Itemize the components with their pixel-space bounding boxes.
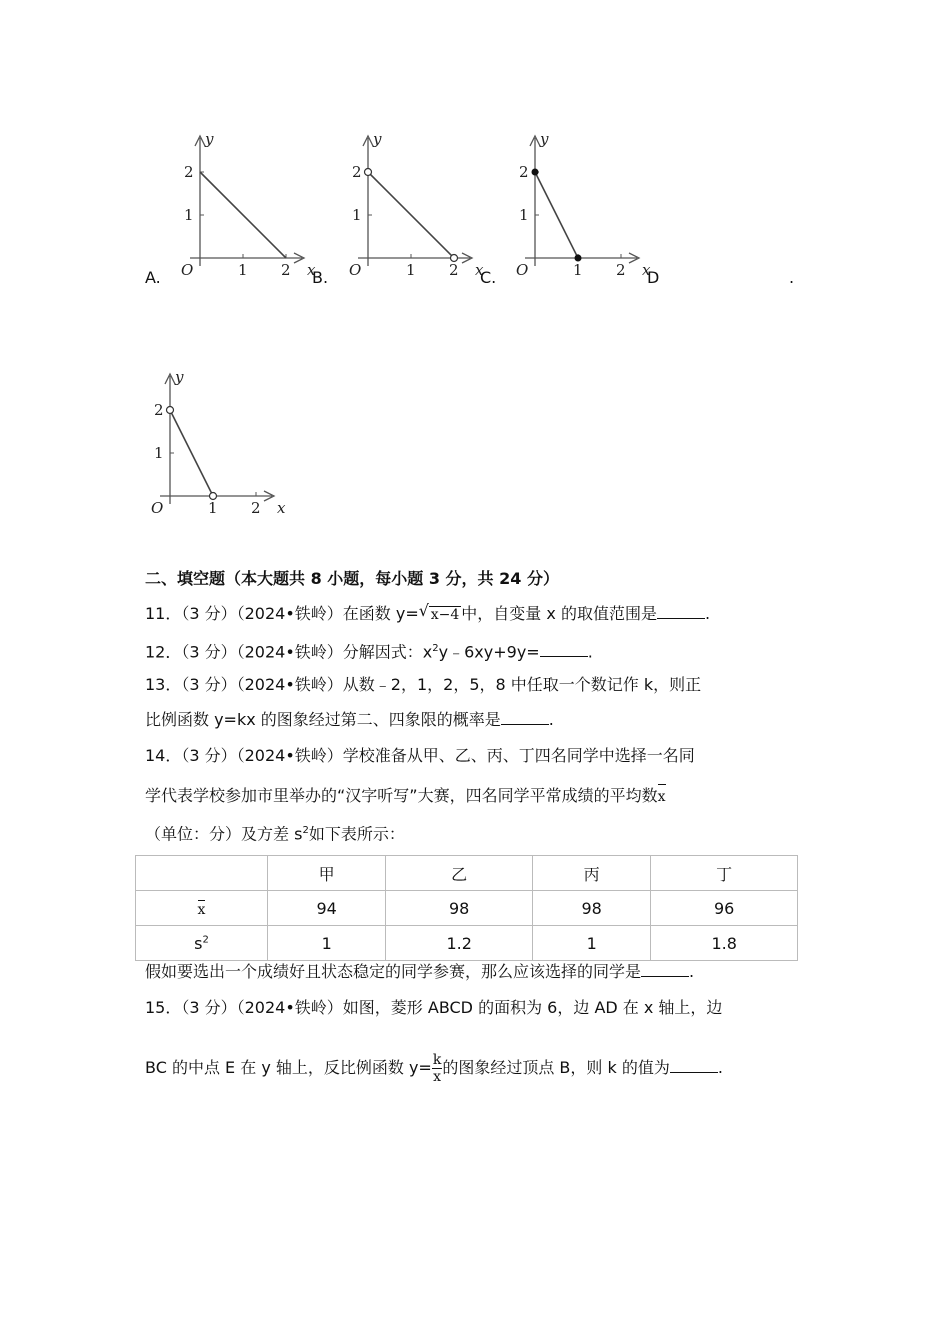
- answer-blank: [670, 1058, 718, 1073]
- row-label-variance: [136, 926, 268, 961]
- question-15-line-1: 15．（3 分）（2024•铁岭）如图，菱形 ABCD 的面积为 6，边 AD 在 x 轴上，边: [145, 998, 723, 1017]
- graph-segment: [170, 410, 213, 496]
- x-tick-label: 1: [406, 261, 416, 279]
- table-cell: 1.2: [386, 926, 533, 961]
- table-header-cell: 丙: [532, 856, 650, 891]
- option-b-label: B.: [312, 268, 329, 287]
- table-row-variance: [136, 926, 798, 961]
- open-endpoint: [365, 169, 372, 176]
- closed-endpoint: [575, 255, 582, 262]
- origin-label: O: [349, 261, 362, 279]
- x-tick-label: 1: [573, 261, 583, 279]
- graph-segment: [200, 172, 286, 258]
- frac-denominator: x: [433, 1069, 442, 1085]
- q14-line3-sup: 2: [302, 825, 309, 836]
- y-axis-label: y: [205, 130, 214, 148]
- x-axis-label: x: [642, 261, 651, 279]
- table-cell: 1: [532, 926, 650, 961]
- s-sup: 2: [202, 934, 209, 946]
- option-c-label: C.: [480, 268, 497, 287]
- q11-radicand: x−4: [430, 607, 460, 623]
- answer-blank: [540, 642, 588, 657]
- table-row-mean: [136, 891, 798, 926]
- x-axis-label: x: [277, 499, 286, 517]
- sqrt-expression: [419, 603, 462, 626]
- graph-option-d: [140, 368, 286, 518]
- table-header-cell: 甲: [268, 856, 386, 891]
- q14-line3a: （单位：分）及方差 s: [145, 824, 303, 844]
- frac-numerator: k: [432, 1052, 442, 1068]
- q15-end: .: [717, 1058, 723, 1077]
- y-tick-label: 1: [184, 206, 194, 224]
- open-endpoint: [210, 493, 217, 500]
- x-bar-symbol: x: [658, 784, 666, 808]
- y-tick-label: 1: [154, 444, 164, 462]
- q13-line2: 比例函数 y=kx 的图象经过第二、四象限的概率是: [145, 710, 501, 729]
- x-axis-label: x: [475, 261, 484, 279]
- table-header-cell: 乙: [386, 856, 533, 891]
- table-header-row: [136, 856, 798, 891]
- open-endpoint: [167, 407, 174, 414]
- question-11: [145, 603, 710, 626]
- q11-prefix: 11．（3 分）（2024•铁岭）在函数 y=: [145, 604, 419, 623]
- y-tick-label: 1: [352, 206, 362, 224]
- x-tick-label: 2: [449, 261, 459, 279]
- answer-blank: [641, 962, 689, 977]
- answer-blank: [657, 604, 705, 619]
- y-axis-label: y: [540, 130, 549, 148]
- question-14-line-3: [145, 820, 405, 845]
- q14-after: 假如要选出一个成绩好且状态稳定的同学参赛，那么应该选择的同学是: [145, 962, 642, 981]
- table-header-cell: 丁: [651, 856, 798, 891]
- graph-svg: [140, 368, 286, 518]
- table-cell: 98: [386, 891, 533, 926]
- origin-label: O: [516, 261, 529, 279]
- y-tick-label: 2: [519, 163, 529, 181]
- x-tick-label: 2: [281, 261, 291, 279]
- graph-option-c: [505, 130, 651, 280]
- y-axis-label: y: [373, 130, 382, 148]
- section-heading: 二、填空题（本大题共 8 小题，每小题 3 分，共 24 分）: [145, 569, 559, 588]
- q12-sup: 2: [432, 643, 439, 654]
- y-tick-label: 2: [154, 401, 164, 419]
- open-endpoint: [451, 255, 458, 262]
- table-cell: 98: [532, 891, 650, 926]
- question-14-line-2: [145, 784, 666, 808]
- graph-segment: [368, 172, 454, 258]
- table-cell: 1.8: [651, 926, 798, 961]
- q12-mid: y﹣6xy+9y=: [438, 642, 540, 662]
- table-cell: 1: [268, 926, 386, 961]
- x-tick-label: 2: [251, 499, 261, 517]
- q12-prefix: 12．（3 分）（2024•铁岭）分解因式：x: [145, 642, 433, 662]
- stats-table: [135, 855, 798, 961]
- table-cell: 96: [651, 891, 798, 926]
- table-header-cell: [136, 856, 268, 891]
- x-bar-symbol: x: [197, 901, 206, 918]
- answer-blank: [501, 710, 549, 725]
- table-cell: 94: [268, 891, 386, 926]
- question-12: [145, 638, 593, 663]
- x-axis-label: x: [307, 261, 316, 279]
- y-tick-label: 2: [352, 163, 362, 181]
- q11-suffix: 中，自变量 x 的取值范围是: [461, 604, 657, 623]
- graph-option-a: [170, 130, 316, 280]
- q11-end: .: [704, 604, 711, 623]
- graph-segment: [535, 172, 578, 258]
- x-tick-label: 2: [616, 261, 626, 279]
- s-symbol: s: [194, 933, 203, 953]
- q12-end: .: [587, 642, 593, 662]
- row-label-mean: [136, 891, 268, 926]
- q15-line2a: BC 的中点 E 在 y 轴上，反比例函数 y=: [145, 1058, 432, 1077]
- q14-end: .: [689, 962, 695, 981]
- x-tick-label: 1: [208, 499, 218, 517]
- y-tick-label: 2: [184, 163, 194, 181]
- origin-label: O: [151, 499, 164, 517]
- y-tick-label: 1: [519, 206, 529, 224]
- option-a-label: A.: [145, 268, 161, 287]
- sqrt-sign: √: [418, 601, 429, 620]
- q13-end: .: [548, 710, 554, 729]
- fraction-k-over-x: [432, 1052, 442, 1085]
- closed-endpoint: [532, 169, 539, 176]
- question-14-after: [145, 961, 694, 983]
- q14-line3b: 如下表所示：: [308, 824, 405, 844]
- y-axis-label: y: [175, 368, 184, 386]
- origin-label: O: [181, 261, 194, 279]
- q15-line2b: 的图象经过顶点 B，则 k 的值为: [442, 1058, 670, 1077]
- option-d-label: D: [647, 268, 660, 287]
- x-tick-label: 1: [238, 261, 248, 279]
- graph-svg: [170, 130, 316, 280]
- question-15-line-2: [145, 1050, 723, 1086]
- option-d-trailing-period: .: [789, 268, 795, 287]
- question-13-line-1: 13．（3 分）（2024•铁岭）从数﹣2，1，2，5，8 中任取一个数记作 k，则正: [145, 675, 702, 694]
- q14-line2: 学代表学校参加市里举办的“汉字听写”大赛，四名同学平常成绩的平均数: [145, 786, 658, 805]
- graph-svg: [338, 130, 484, 280]
- graph-option-b: [338, 130, 484, 280]
- graph-svg: [505, 130, 651, 280]
- question-14-line-1: 14．（3 分）（2024•铁岭）学校准备从甲、乙、丙、丁四名同学中选择一名同: [145, 746, 695, 765]
- question-13-line-2: [145, 709, 554, 731]
